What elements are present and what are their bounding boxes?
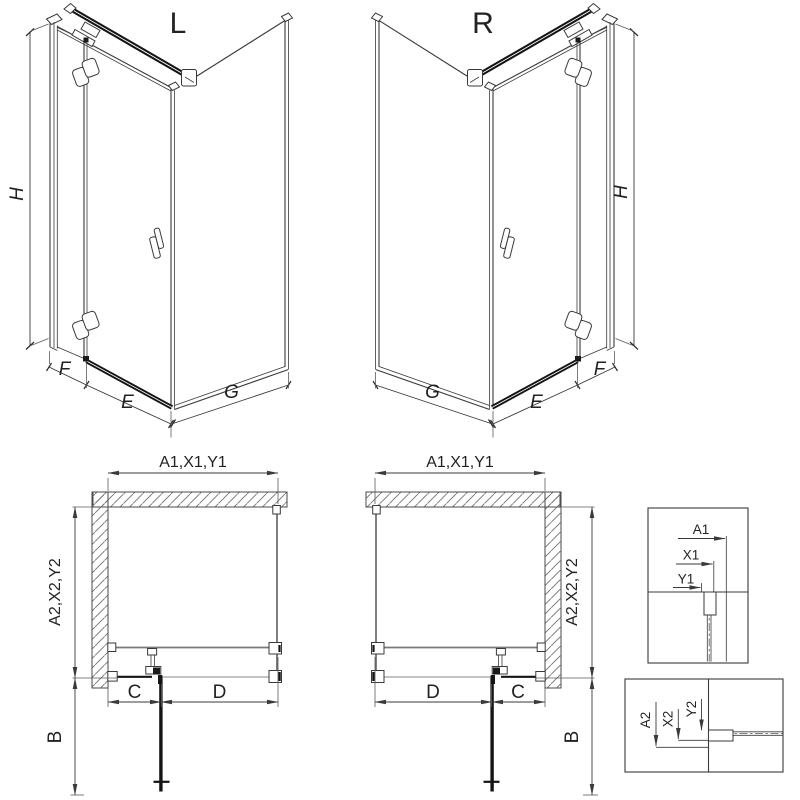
variant-right-title: R: [472, 7, 494, 40]
plan-right-walls: [366, 492, 561, 688]
variant-left-title: L: [169, 7, 187, 40]
plan-view-left-structure: [108, 473, 282, 792]
plan-left-swing-b: B: [45, 730, 66, 744]
plan-left-segment-c: C: [127, 682, 142, 703]
detail-bottom-label-a2: A2: [638, 711, 653, 729]
dim-height-left: H: [7, 187, 28, 201]
plan-left-depth-codes: A2,X2,Y2: [47, 558, 64, 626]
detail-top-label-x1: X1: [682, 547, 700, 563]
plan-left-walls: [92, 492, 287, 688]
detail-box-top: [648, 508, 748, 663]
dim-height-right: H: [611, 185, 632, 199]
plan-right-swing-b: B: [562, 730, 583, 744]
plan-right-depth-codes: A2,X2,Y2: [564, 558, 581, 626]
dim-side-panel-left: G: [224, 382, 239, 403]
detail-box-bottom: [625, 679, 783, 772]
plan-view-right-structure: [372, 473, 546, 792]
dim-wall-segment-right: F: [593, 359, 606, 380]
plan-right-segment-d: D: [426, 682, 440, 703]
plan-left-width-codes: A1,X1,Y1: [159, 454, 227, 471]
detail-bottom-label-y2: Y2: [684, 700, 699, 718]
detail-top-label-y1: Y1: [677, 571, 695, 587]
dim-door-right: E: [530, 392, 543, 413]
detail-top-label-a1: A1: [692, 522, 710, 537]
dim-wall-segment-left: F: [58, 359, 71, 380]
detail-bottom-label-x2: X2: [660, 710, 676, 728]
plan-right-segment-c: C: [511, 682, 525, 703]
plan-left-segment-d: D: [212, 682, 227, 703]
dim-side-panel-right: G: [425, 382, 440, 403]
plan-right-width-codes: A1,X1,Y1: [426, 454, 494, 471]
dim-door-left: E: [121, 392, 134, 413]
